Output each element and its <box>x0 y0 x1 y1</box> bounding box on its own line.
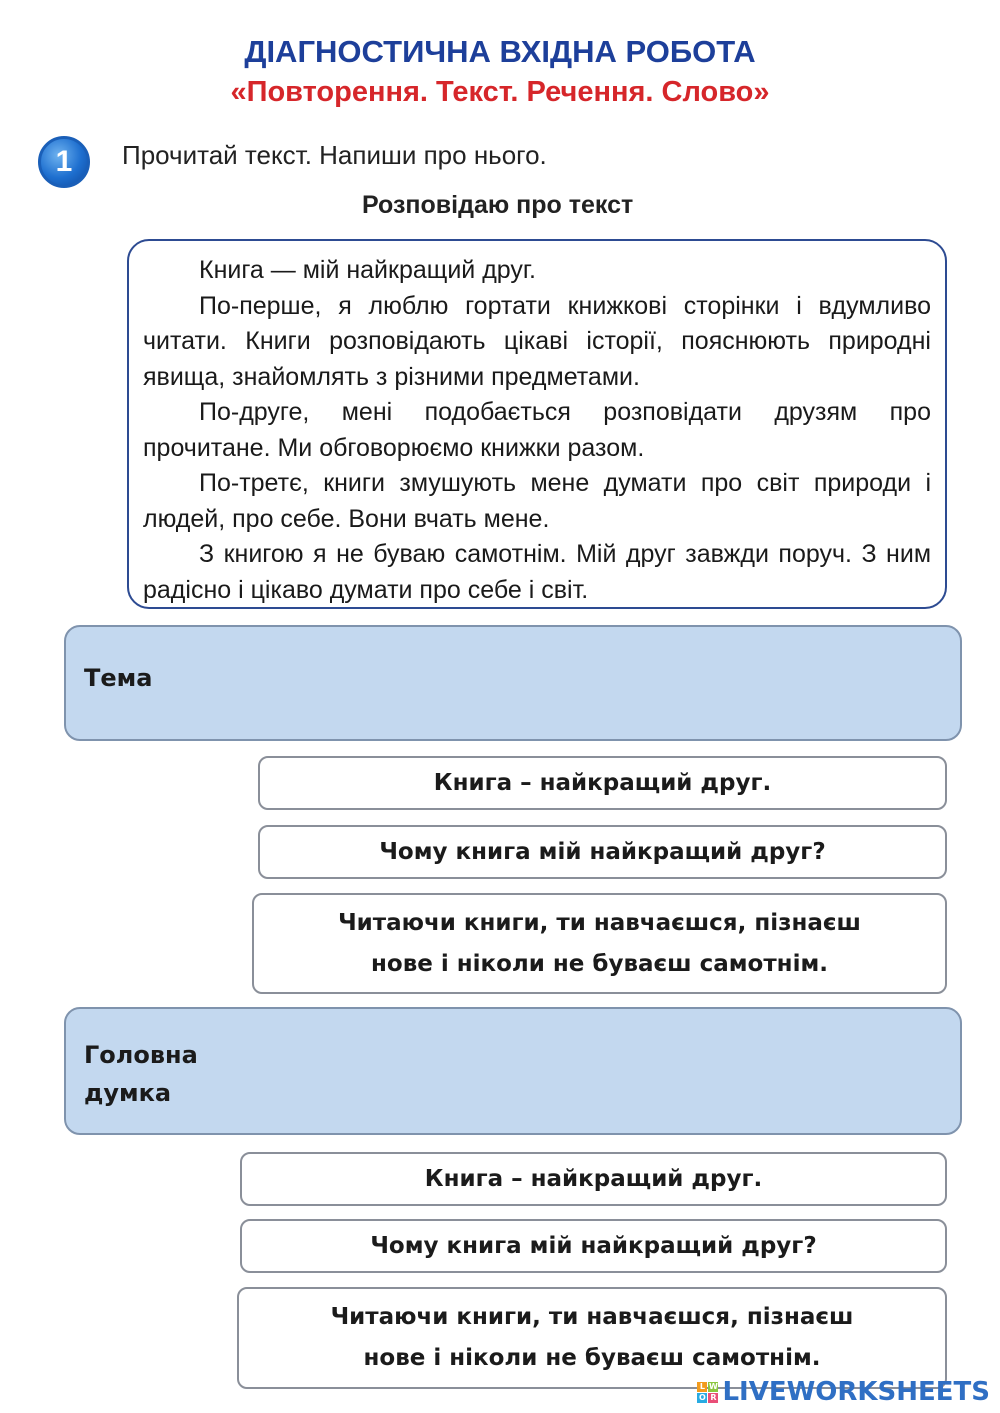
drop-zone-topic[interactable] <box>64 625 962 741</box>
page-subtitle: «Повторення. Текст. Речення. Слово» <box>230 76 770 108</box>
main-idea-option-1[interactable]: Книга – найкращий друг. <box>240 1152 947 1206</box>
topic-option-3[interactable]: Читаючи книги, ти навчаєшся, пізнаєш нове і ніколи не буваєш самотнім. <box>252 893 947 994</box>
main-idea-label: Головна думка <box>84 1041 198 1107</box>
liveworksheets-watermark <box>697 1377 990 1407</box>
watermark-text: LIVEWORKSHEETS <box>722 1377 990 1407</box>
main-idea-option-3[interactable]: Читаючи книги, ти навчаєшся, пізнаєш нове і ніколи не буваєш самотнім. <box>237 1287 947 1389</box>
topic-option-2[interactable]: Чому книга мій найкращий друг? <box>258 825 947 879</box>
reading-paragraph: По-перше, я люблю гортати книжкові сторінки і вдумливо читати. Книги розповідають цікаві історії, пояснюють природні явища, знайомлять з різними предметами. <box>143 291 931 391</box>
topic-option-1[interactable]: Книга – найкращий друг. <box>258 756 947 810</box>
text-heading: Розповідаю про текст <box>362 191 634 219</box>
main-idea-option-2[interactable]: Чому книга мій найкращий друг? <box>240 1219 947 1273</box>
page-title: ДІАГНОСТИЧНА ВХІДНА РОБОТА <box>244 34 756 69</box>
task-number-badge: 1 <box>38 136 90 188</box>
reading-paragraph: По-друге, мені подобається розповідати друзям про прочитане. Ми обговорюємо книжки разом. <box>143 398 931 462</box>
reading-paragraph: По-третє, книги змушують мене думати про світ природи і людей, про себе. Вони вчать мене. <box>143 469 931 533</box>
task-instruction: Прочитай текст. Напиши про нього. <box>122 140 547 170</box>
reading-paragraph: Книга — мій найкращий друг. <box>199 256 536 284</box>
reading-paragraph: З книгою я не буваю самотнім. Мій друг завжди поруч. З ним радісно і цікаво думати про себе і світ. <box>143 540 931 604</box>
topic-label: Тема <box>84 664 153 692</box>
reading-text-box <box>127 239 947 609</box>
liveworksheets-logo-icon: L W O R <box>699 1381 718 1402</box>
drop-zone-main-idea[interactable] <box>64 1007 962 1135</box>
